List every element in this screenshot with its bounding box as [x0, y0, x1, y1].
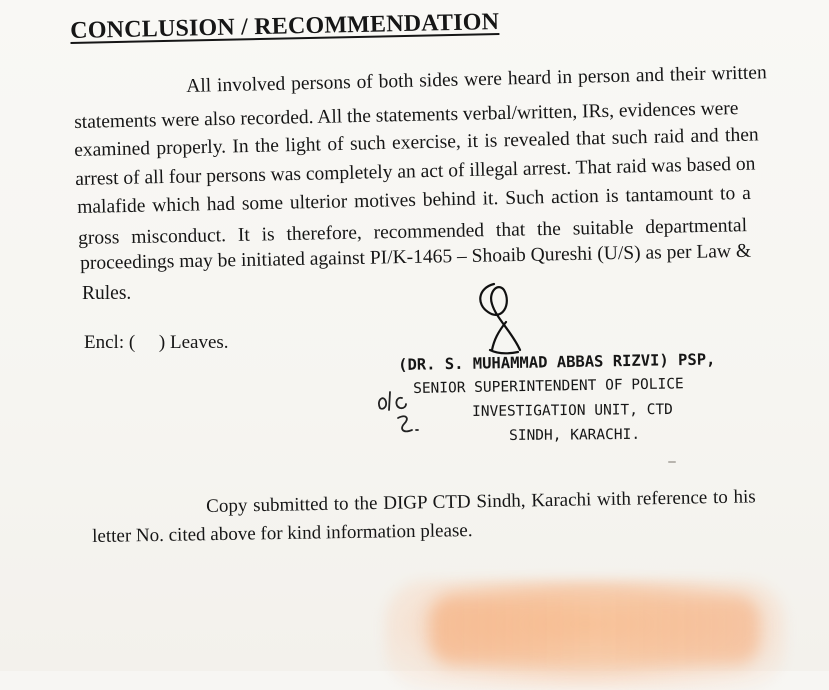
signatory-name: (DR. S. MUHAMMAD ABBAS RIZVI) PSP,	[398, 350, 716, 374]
section-heading: CONCLUSION / RECOMMENDATION	[70, 9, 500, 44]
signatory-unit: INVESTIGATION UNIT, CTD	[472, 401, 673, 420]
paragraph-line: malafide which had some ulterior motives behind it. Such action is tantamount to a	[77, 182, 751, 218]
paragraph-line: examined properly. In the light of such exercise, it is revealed that such raid and then	[74, 124, 759, 161]
copy-to-line: Copy submitted to the DIGP CTD Sindh, Karachi with reference to his	[206, 486, 756, 517]
paragraph-line: proceedings may be initiated against PI/K-1465 – Shoaib Qureshi (U/S) as per Law &	[80, 240, 752, 274]
handwritten-initials	[372, 384, 442, 444]
stray-mark	[668, 461, 676, 463]
paragraph-line: statements were also recorded. All the statements verbal/written, IRs, evidences were	[74, 98, 739, 133]
enclosure-note: Encl: ( ) Leaves.	[84, 332, 229, 353]
blurred-stamp-core	[430, 595, 760, 665]
paragraph-line: gross misconduct. It is therefore, recommended that the suitable departmental	[78, 215, 748, 249]
paragraph-line: arrest of all four persons was completely an act of illegal arrest. That raid was based on	[75, 153, 756, 190]
paragraph-line: Rules.	[82, 283, 132, 304]
signature-mark	[468, 278, 538, 358]
paragraph-line: All involved persons of both sides were heard in person and their written	[186, 62, 767, 97]
signatory-location: SINDH, KARACHI.	[509, 426, 641, 444]
signatory-designation: SENIOR SUPERINTENDENT OF POLICE	[413, 376, 684, 397]
copy-to-line: letter No. cited above for kind information please.	[92, 520, 473, 547]
